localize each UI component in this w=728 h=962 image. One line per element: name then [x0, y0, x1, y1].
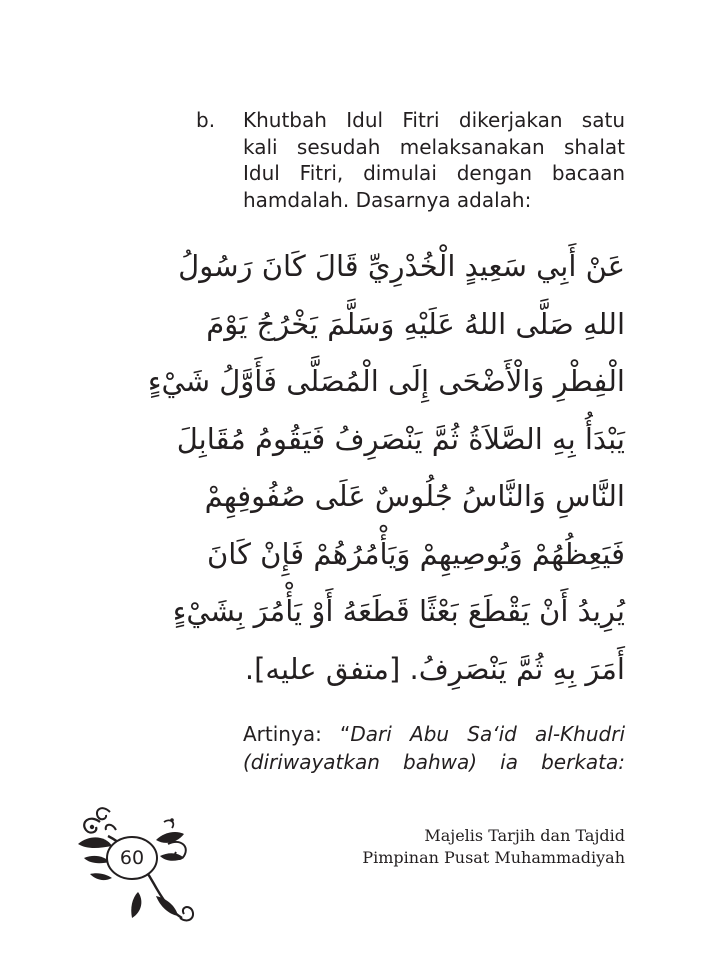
arabic-line: عَنْ أَبِي سَعِيدٍ الْخُدْرِيِّ قَالَ كَانَ رَسُولُ — [178, 249, 625, 283]
arabic-line: أَمَرَ بِهِ ثُمَّ يَنْصَرِفُ. [متفق عليه]. — [244, 651, 625, 686]
translation-line — [243, 720, 625, 748]
arabic-line: يَبْدَأُ بِهِ الصَّلاَةُ ثُمَّ يَنْصَرِفُ فَيَقُومُ مُقَابِلَ — [176, 421, 625, 456]
intro-line: kali sesudah melaksanakan shalat — [243, 134, 625, 159]
translation-paragraph — [243, 720, 625, 776]
footer-publisher — [362, 825, 625, 869]
intro-line: hamdalah. Dasarnya adalah: — [243, 187, 532, 212]
footer-line-1: Majelis Tarjih dan Tajdid — [424, 826, 625, 845]
translation-italic: Dari Abu Sa‘id al-Khudri — [350, 722, 625, 746]
arabic-line: اللهِ صَلَّى اللهُ عَلَيْهِ وَسَلَّمَ يَخْرُجُ يَوْمَ — [206, 306, 625, 341]
translation-line — [243, 748, 625, 776]
list-marker: b. — [196, 108, 216, 132]
arabic-line: الْفِطْرِ وَالْأَضْحَى إِلَى الْمُصَلَّى فَأَوَّلُ شَيْءٍ — [147, 364, 625, 398]
intro-paragraph — [243, 107, 625, 213]
intro-line: Khutbah Idul Fitri dikerjakan satu — [243, 108, 625, 132]
arabic-line: النَّاسِ وَالنَّاسُ جُلُوسٌ عَلَى صُفُوفِهِمْ — [204, 479, 625, 513]
translation-italic: (diriwayatkan bahwa) ia berkata: — [243, 750, 625, 774]
arabic-line: فَيَعِظُهُمْ وَيُوصِيهِمْ وَيَأْمُرُهُمْ فَإِنْ كَانَ — [206, 536, 625, 571]
hadith-arabic-text — [147, 238, 625, 698]
footer-line-2: Pimpinan Pusat Muhammadiyah — [362, 848, 625, 867]
translation-prefix: Artinya: “ — [243, 722, 351, 746]
arabic-line: يُرِيدُ أَنْ يَقْطَعَ بَعْثًا قَطَعَهُ أَوْ يَأْمُرَ بِشَيْءٍ — [172, 594, 625, 628]
intro-line: Idul Fitri, dimulai dengan bacaan — [243, 161, 625, 185]
page-number: 60 — [119, 847, 145, 869]
